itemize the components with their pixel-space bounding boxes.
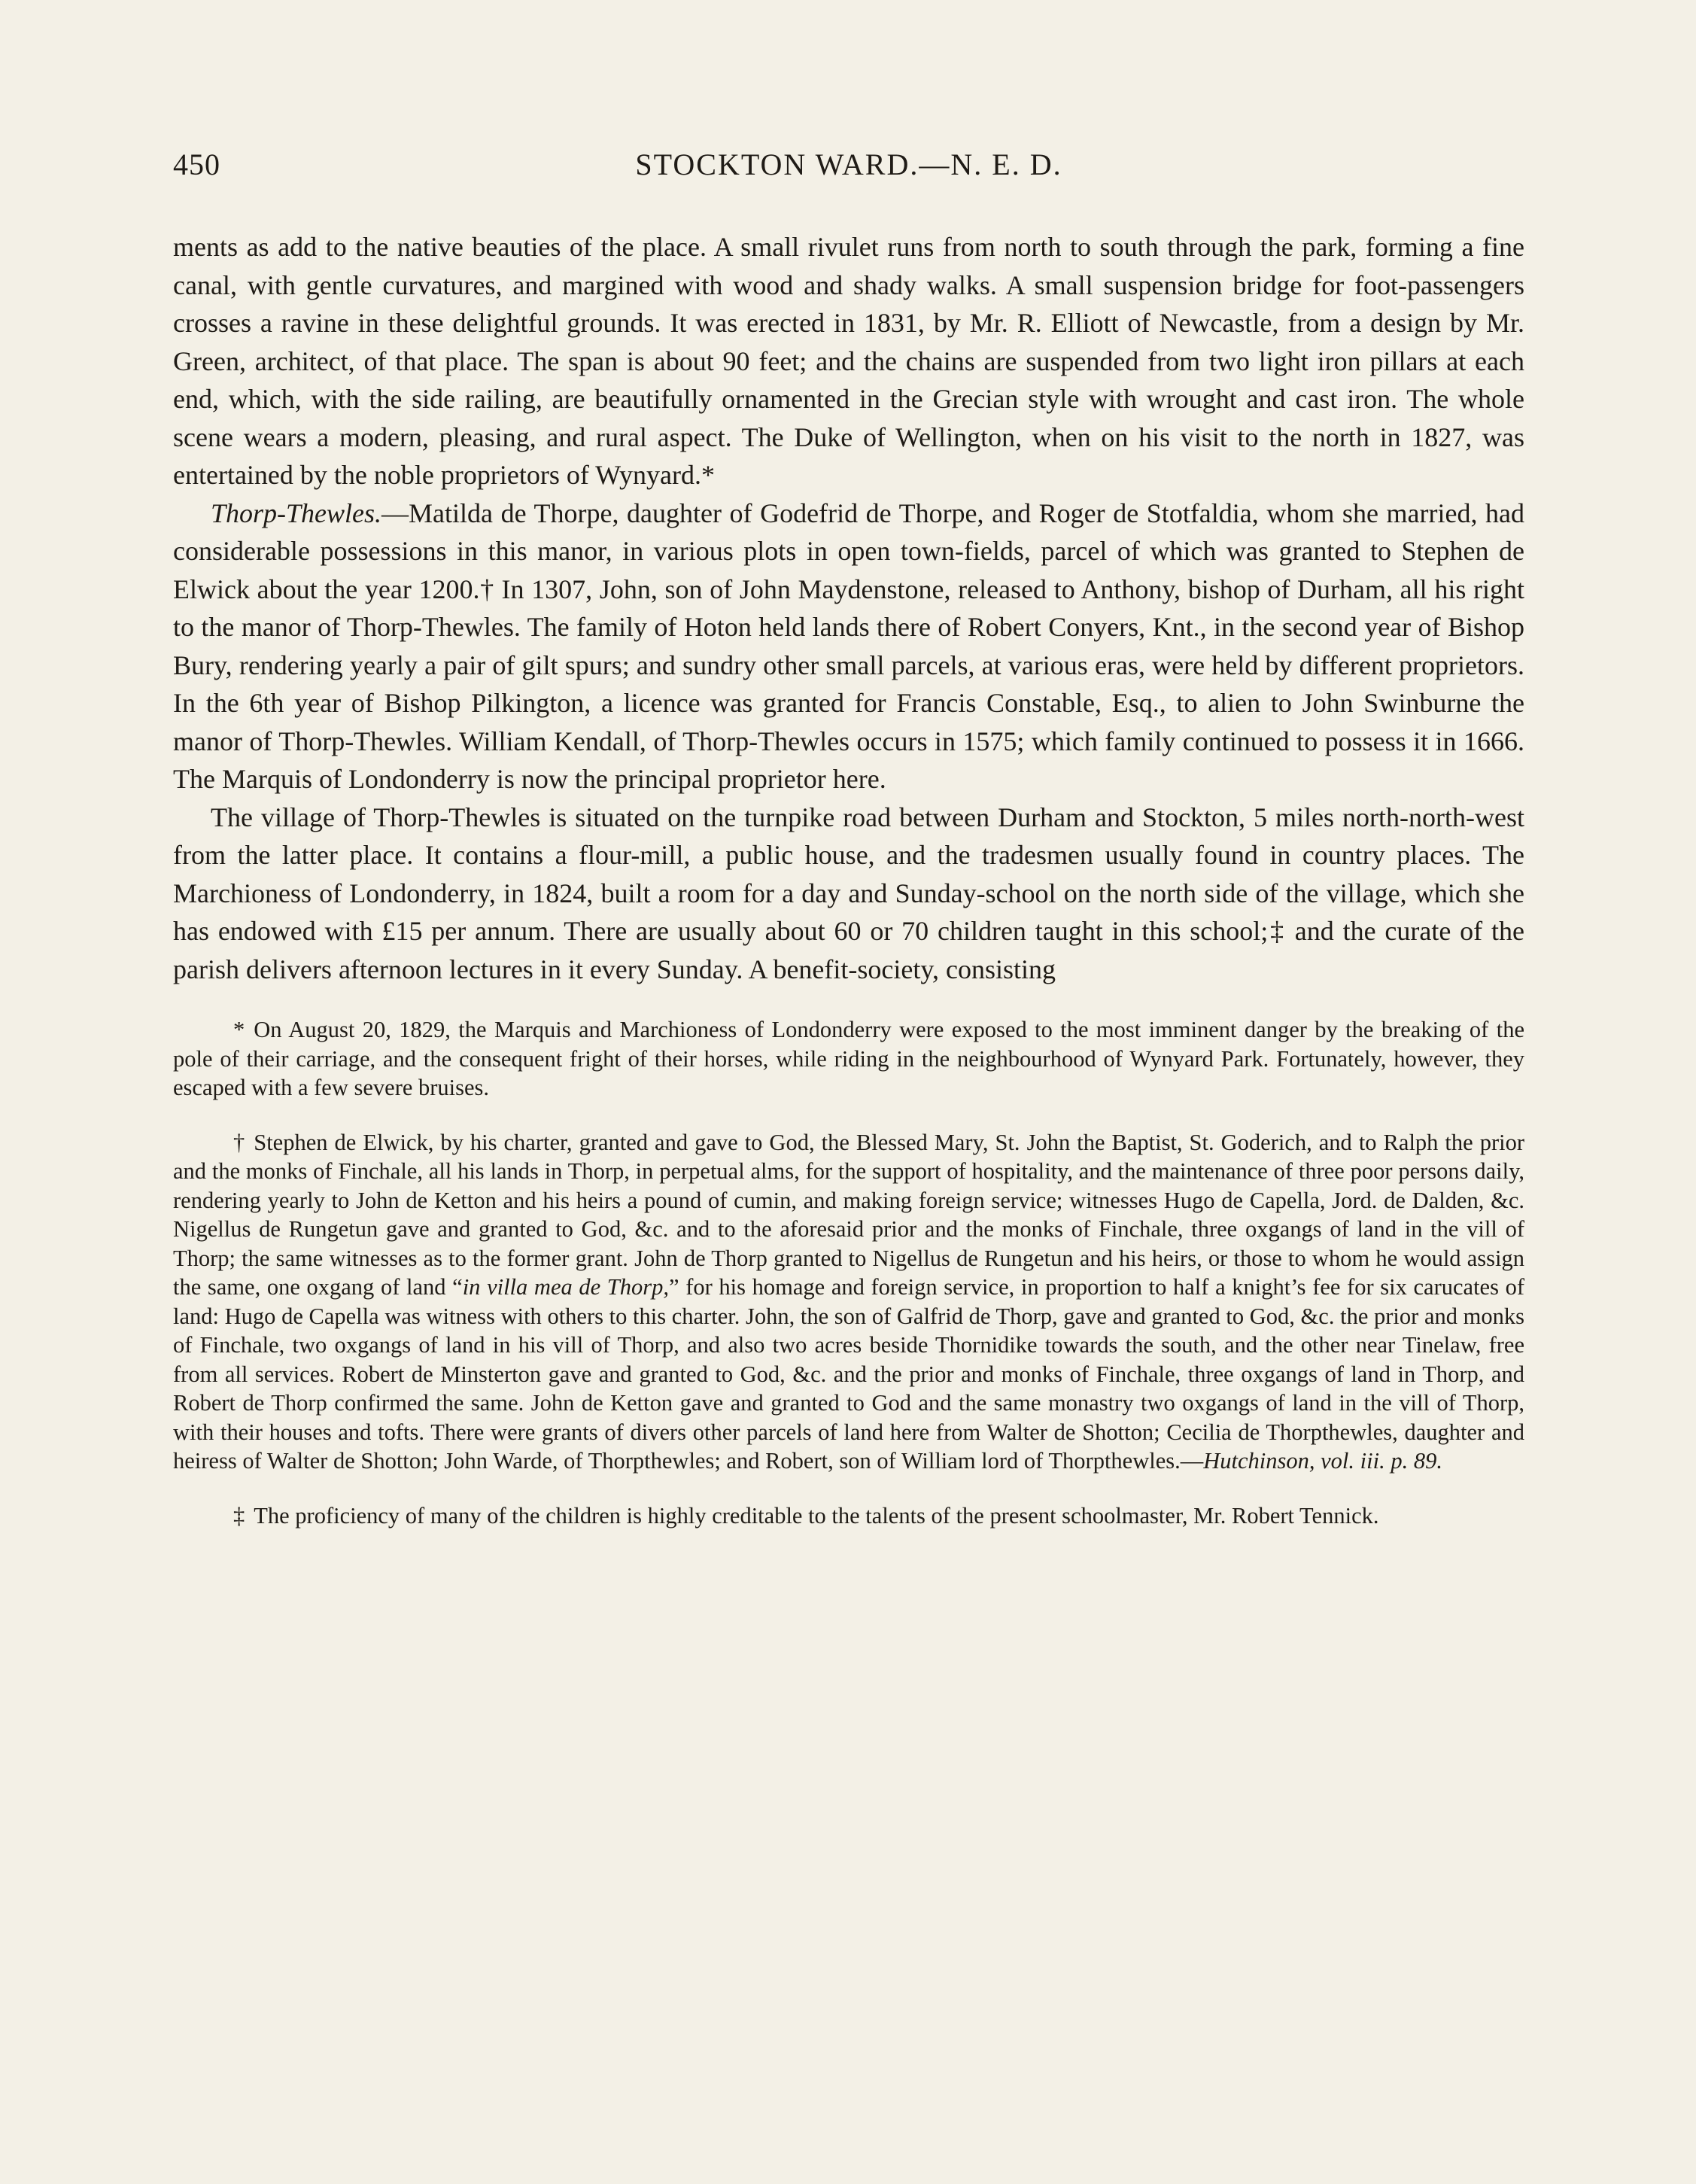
page-number: 450 [173, 148, 220, 181]
footnote-3 [173, 1501, 1524, 1531]
page-content [173, 147, 1524, 2164]
latin-quotation: in villa mea de Thorp, [462, 1274, 670, 1300]
paragraph-thorp-thewles-text: —Matilda de Thorpe, daughter of Godefrid de Thorpe, and Roger de Stotfaldia, whom she married, had considerable possessions in this manor, in various plots in open town-fields, parcel of which was granted to Stephen de Elwick about the year 1200.† In 1307, John, son of John Maydenstone, released to Anthony, bishop of Durham, all his right to the manor of Thorp-Thewles. The family of Hoton held lands there of Robert Conyers, Knt., in the second year of Bishop Bury, rendering yearly a pair of gilt spurs; and sundry other small parcels, at various eras, were held by different proprietors. In the 6th year of Bishop Pilkington, a licence was granted for Francis Constable, Esq., to alien to John Swinburne the manor of Thorp-Thewles. William Kendall, of Thorp-Thewles occurs in 1575; which family continued to possess it in 1666. The Marquis of Londonderry is now the principal proprietor here. [173, 497, 1524, 794]
running-head [173, 147, 1524, 192]
footnote-2 [173, 1128, 1524, 1476]
running-title: STOCKTON WARD.—N. E. D. [635, 148, 1062, 181]
footnote-text: On August 20, 1829, the Marquis and Marchioness of Londonderry were exposed to the most imminent danger by the breaking of the pole of their carriage, and the consequent fright of their horses, while riding in the neighbourhood of Wynyard Park. Fortunately, however, they escaped with a few severe bruises. [173, 1017, 1524, 1100]
paragraph-village: The village of Thorp-Thewles is situated on the turnpike road between Durham and Stockton, 5 miles north-north-west from the latter place. It contains a flour-mill, a public house, and the tradesmen usually found in country places. The Marchioness of Londonderry, in 1824, built a room for a day and Sunday-school on the north side of the village, which she has endowed with £15 per annum. There are usually about 60 or 70 children taught in this school;‡ and the curate of the parish delivers afternoon lectures in it every Sunday. A benefit-society, consisting [173, 802, 1524, 984]
footnote-text-continued: ” for his homage and foreign service, in proportion to half a knight’s fee for six carucates of land: Hugo de Capella was witness with others to this charter. John, the son of Galfrid de Thorp, gave and granted to God, &c. the prior and monks of Finchale, two oxgangs of land in his vill of Thorp, and also two acres beside Thornidike towards the south, and the other near Tinelaw, free from all services. Robert de Minsterton gave and granted to God, &c. and the prior and monks of Finchale, three oxgangs of land in Thorp, and Robert de Thorp confirmed the same. John de Ketton gave and granted to God and the same monastry two oxgangs of land in the vill of Thorp, with their houses and tofts. There were grants of divers other parcels of land here from Walter de Shotton; Cecilia de Thorpthewles, daughter and heiress of Walter de Shotton; John Warde, of Thorpthewles; and Robert, son of William lord of Thorpthewles.— [173, 1274, 1524, 1474]
footnote-1 [173, 1015, 1524, 1103]
footnote-text: Stephen de Elwick, by his charter, granted and gave to God, the Blessed Mary, St. John the Baptist, St. Goderich, and to Ralph the prior and the monks of Finchale, all his lands in Thorp, in perpetual alms, for the support of hospitality, and the maintenance of three poor persons daily, rendering yearly to John de Ketton and his heirs a pound of cumin, and making foreign service; witnesses Hugo de Capella, Jord. de Dalden, &c. Nigellus de Rungetun gave and granted to God, &c. and to the aforesaid prior and the monks of Finchale, three oxgangs of land in the vill of Thorp; the same witnesses as to the former grant. John de Thorp granted to Nigellus de Rungetun and his heirs, or those to whom he would assign the same, one oxgang of land “ [173, 1129, 1524, 1300]
footnote-marker: * [233, 1017, 245, 1042]
footnote-marker: † [233, 1129, 245, 1155]
footnote-marker: ‡ [233, 1502, 245, 1528]
footnote-citation: Hutchinson, vol. iii. p. 89. [1203, 1448, 1442, 1474]
body-text [173, 228, 1524, 988]
footnotes [173, 1015, 1524, 1530]
footnote-text: The proficiency of many of the children is highly creditable to the talents of the present schoolmaster, Mr. Robert Tennick. [254, 1502, 1379, 1528]
section-heading-thorp-thewles: Thorp-Thewles. [211, 497, 382, 528]
paragraph-thorp-thewles-history [173, 494, 1524, 798]
paragraph-park: ments as add to the native beauties of the place. A small rivulet runs from north to south through the park, forming a fine canal, with gentle curvatures, and margined with wood and shady walks. A small suspension bridge for foot-passengers crosses a ravine in these delightful grounds. It was erected in 1831, by Mr. R. Elliott of Newcastle, from a design by Mr. Green, architect, of that place. The span is about 90 feet; and the chains are suspended from two light iron pillars at each end, which, with the side railing, are beautifully ornamented in the Grecian style with wrought and cast iron. The whole scene wears a modern, pleasing, and rural aspect. The Duke of Wellington, when on his visit to the north in 1827, was entertained by the noble proprietors of Wynyard.* [173, 232, 1524, 490]
